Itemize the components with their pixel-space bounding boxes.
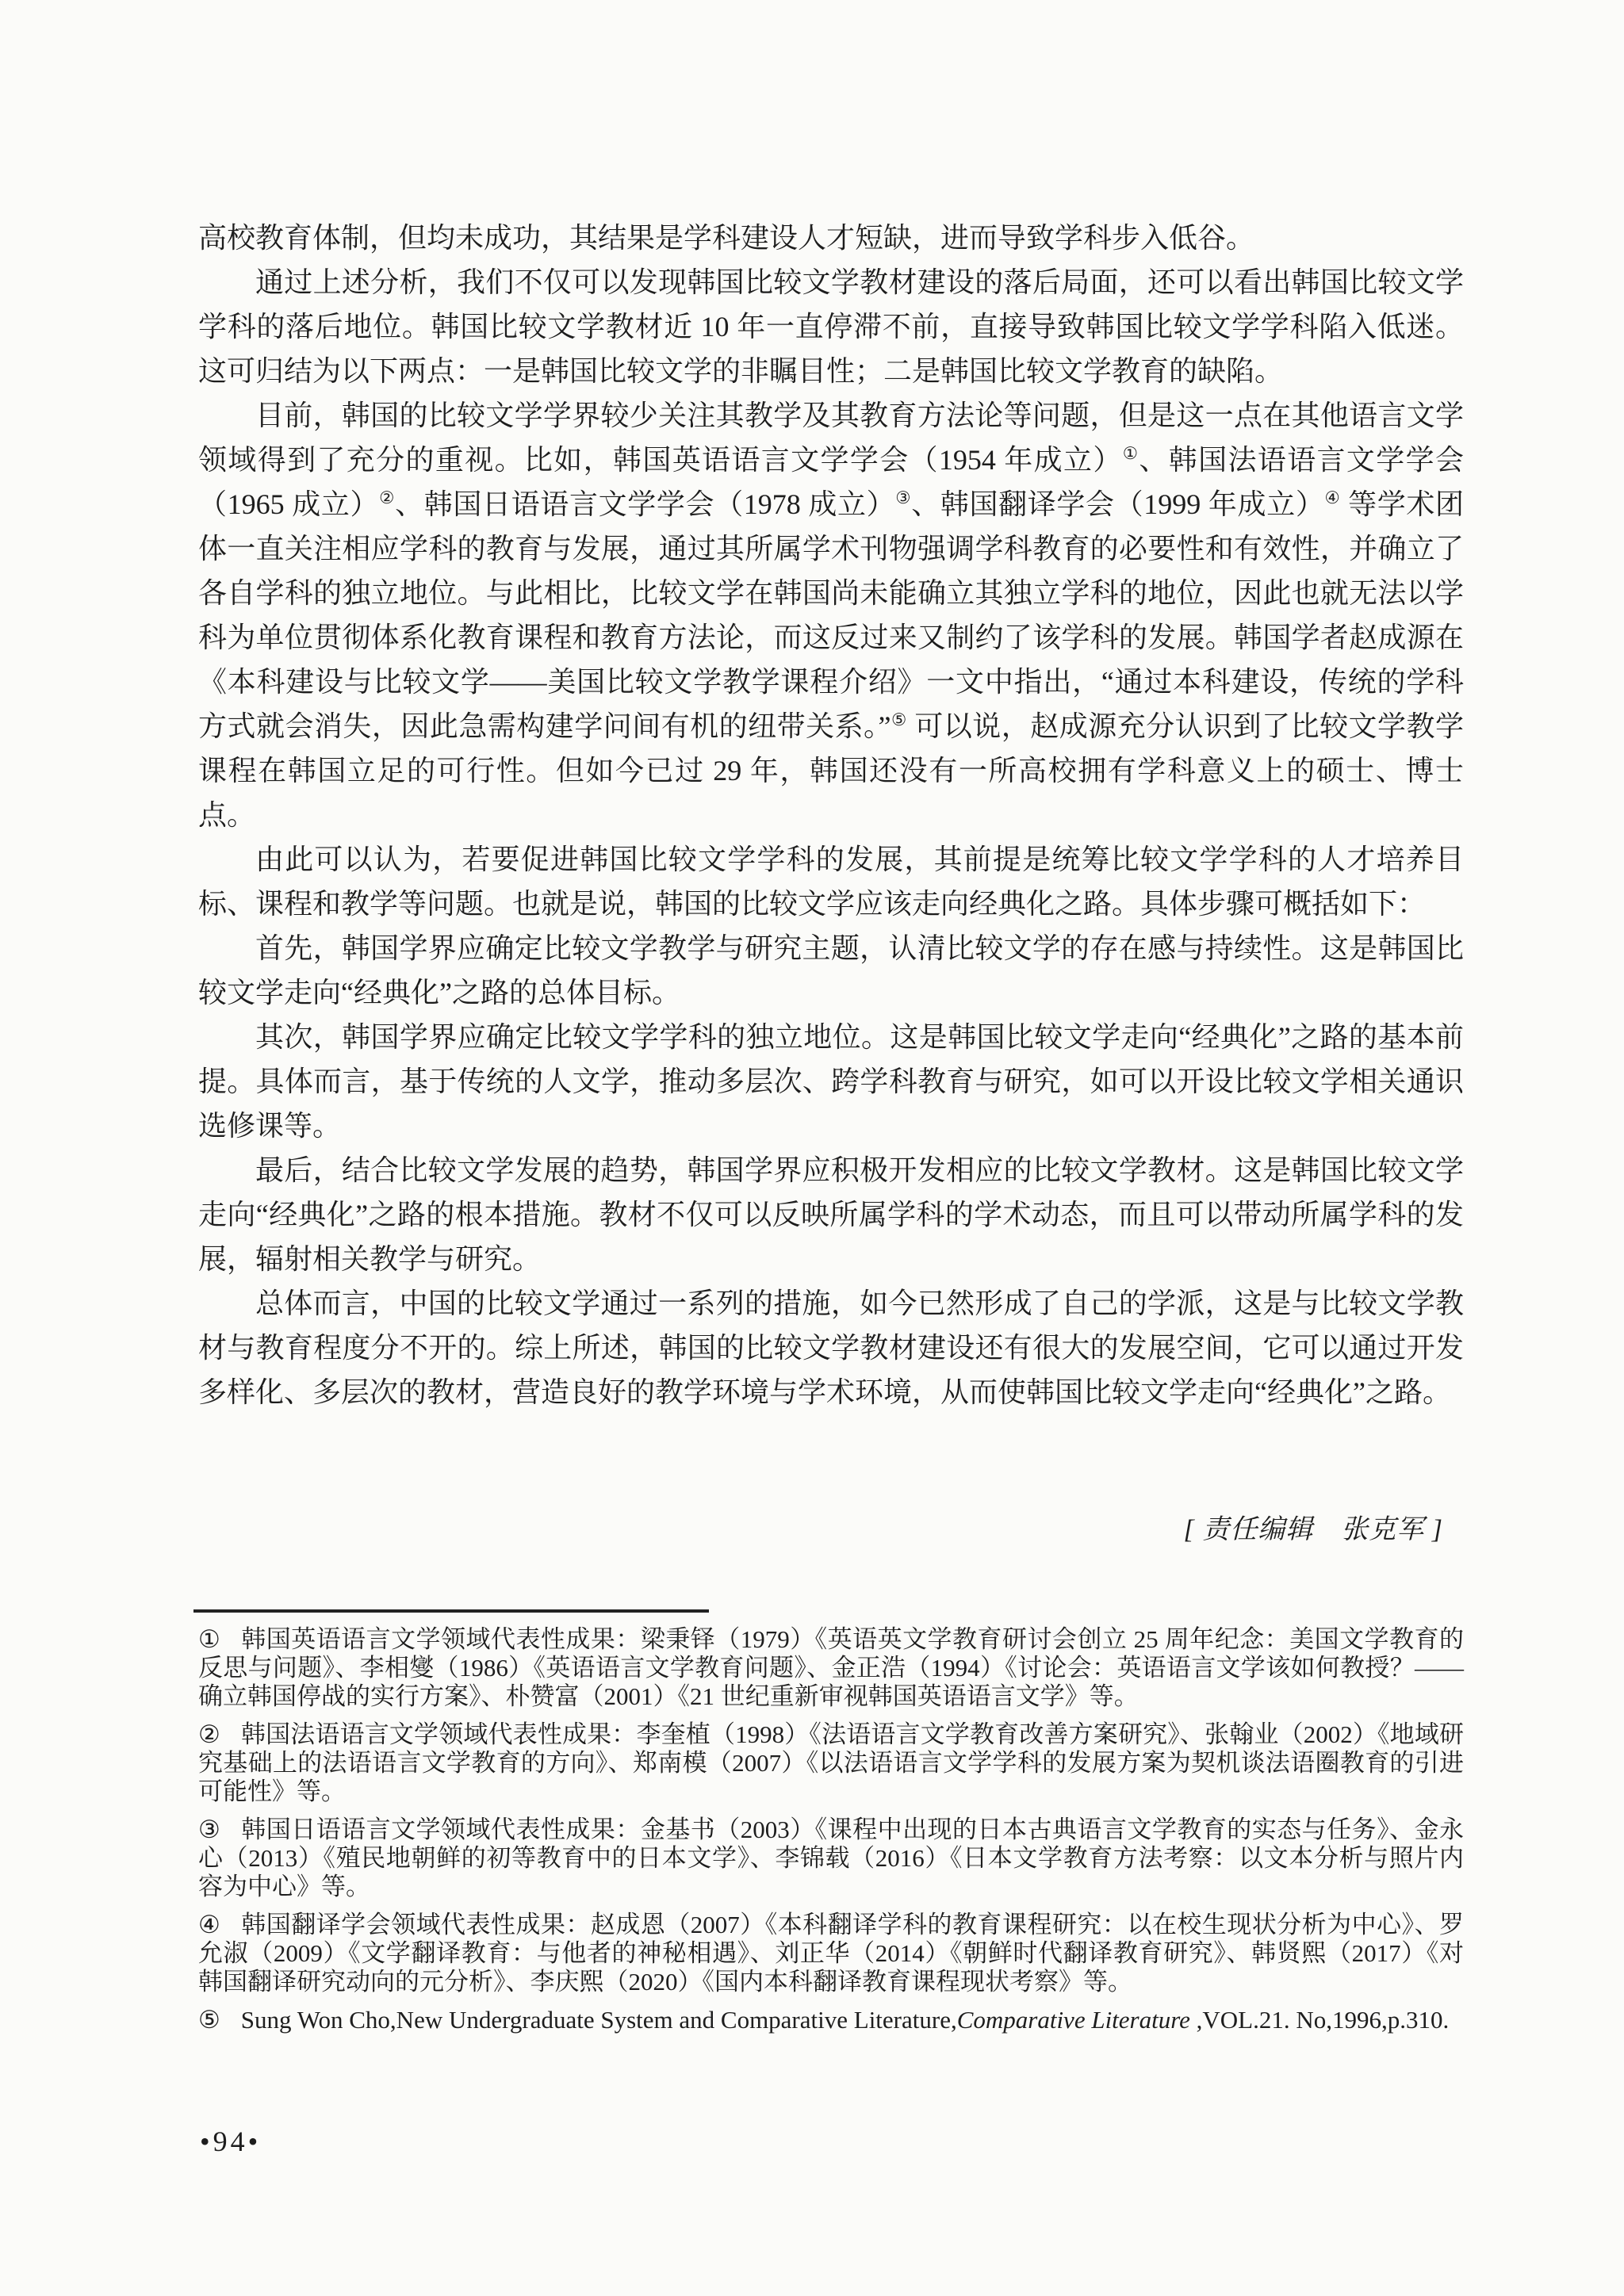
body-paragraph: 目前，韩国的比较文学学界较少关注其教学及其教育方法论等问题，但是这一点在其他语言文学领域得到了充分的重视。比如，韩国英语语言文学学会（1954 年成立）①、韩国法语语言文学学会（1965 成立）②、韩国日语语言文学学会（1978 成立）③、韩国翻译学会（1999 年成立）④ 等学术团体一直关注相应学科的教育与发展，通过其所属学术刊物强调学科教育的必要性和有效性，并确立了各自学科的独立地位。与此相比，比较文学在韩国尚未能确立其独立学科的地位，因此也就无法以学科为单位贯彻体系化教育课程和教育方法论，而这反过来又制约了该学科的发展。韩国学者赵成源在《本科建设与比较文学——美国比较文学教学课程介绍》一文中指出，“通过本科建设，传统的学科方式就会消失，因此急需构建学问间有机的纽带关系。”⑤ 可以说，赵成源充分认识到了比较文学教学课程在韩国立足的可行性。但如今已过 29 年，韩国还没有一所高校拥有学科意义上的硕士、博士点。: [198, 400, 1464, 831]
footnote-item: [198, 1720, 1464, 1806]
footnote-text: 韩国日语语言文学领域代表性成果：金基书（2003）《课程中出现的日本古典语言文学教育的实态与任务》、金永心（2013）《殖民地朝鲜的初等教育中的日本文学》、李锦载（2016）《日本文学教育方法考察：以文本分析与照片内容为中心》等。: [198, 1816, 1464, 1900]
body-paragraph: 通过上述分析，我们不仅可以发现韩国比较文学教材建设的落后局面，还可以看出韩国比较文学学科的落后地位。韩国比较文学教材近 10 年一直停滞不前，直接导致韩国比较文学学科陷入低迷。这可归结为以下两点：一是韩国比较文学的非瞩目性；二是韩国比较文学教育的缺陷。: [198, 266, 1464, 387]
footnote-marker: ⑤: [198, 2006, 220, 2034]
footnote-item: [198, 1911, 1464, 1996]
footnotes: [198, 1625, 1464, 2044]
footnote-text: 韩国翻译学会领域代表性成果：赵成恩（2007）《本科翻译学科的教育课程研究：以在校生现状分析为中心》、罗允淑（2009）《文学翻译教育：与他者的神秘相遇》、刘正华（2014）《朝鲜时代翻译教育研究》、韩贤熙（2017）《对韩国翻译研究动向的元分析》、李庆熙（2020）《国内本科翻译教育课程现状考察》等。: [198, 1911, 1464, 1996]
footnote-text: 韩国英语语言文学领域代表性成果：梁秉铎（1979）《英语英文学教育研讨会创立 25 周年纪念：美国文学教育的反思与问题》、李相燮（1986）《英语语言文学教育问题》、金正浩（1994）《讨论会：英语语言文学该如何教授？——确立韩国停战的实行方案》、朴赞富（2001）《21 世纪重新审视韩国英语语言文学》等。: [198, 1625, 1464, 1710]
footnote-item: [198, 1625, 1464, 1711]
footnote-separator: [193, 1609, 709, 1613]
page-number: •94•: [200, 2126, 262, 2157]
footnote-marker: ①: [198, 1625, 220, 1653]
body-paragraph: 其次，韩国学界应确定比较文学学科的独立地位。这是韩国比较文学走向“经典化”之路的基本前提。具体而言，基于传统的人文学，推动多层次、跨学科教育与研究，如可以开设比较文学相关通识选修课等。: [198, 1021, 1464, 1142]
body-text: [198, 216, 1464, 1414]
footnote-marker: ②: [198, 1720, 220, 1748]
footnote-item: [198, 2006, 1464, 2034]
body-paragraph: 最后，结合比较文学发展的趋势，韩国学界应积极开发相应的比较文学教材。这是韩国比较文学走向“经典化”之路的根本措施。教材不仅可以反映所属学科的学术动态，而且可以带动所属学科的发展，辐射相关教学与研究。: [198, 1154, 1464, 1275]
footnote-item: [198, 1816, 1464, 1901]
body-paragraph: 高校教育体制，但均未成功，其结果是学科建设人才短缺，进而导致学科步入低谷。: [198, 222, 1255, 254]
editor-credit: [ 责任编辑 张克军 ]: [1183, 1515, 1443, 1544]
footnote-marker: ④: [198, 1911, 220, 1938]
footnote-text: Sung Won Cho,New Undergraduate System and Comparative Literature,Comparative Literature ,VOL.21. No,1996,p.310.: [240, 2006, 1450, 2034]
footnote-text: 韩国法语语言文学领域代表性成果：李奎植（1998）《法语语言文学教育改善方案研究》、张翰业（2002）《地域研究基础上的法语语言文学教育的方向》、郑南模（2007）《以法语语言文学学科的发展方案为契机谈法语圈教育的引进可能性》等。: [198, 1720, 1464, 1805]
body-paragraph: 首先，韩国学界应确定比较文学教学与研究主题，认清比较文学的存在感与持续性。这是韩国比较文学走向“经典化”之路的总体目标。: [198, 932, 1464, 1008]
footnote-marker: ③: [198, 1816, 220, 1843]
body-paragraph: 总体而言，中国的比较文学通过一系列的措施，如今已然形成了自己的学派，这是与比较文学教材与教育程度分不开的。综上所述，韩国的比较文学教材建设还有很大的发展空间，它可以通过开发多样化、多层次的教材，营造良好的教学环境与学术环境，从而使韩国比较文学走向“经典化”之路。: [198, 1288, 1464, 1408]
body-paragraph: 由此可以认为，若要促进韩国比较文学学科的发展，其前提是统筹比较文学学科的人才培养目标、课程和教学等问题。也就是说，韩国的比较文学应该走向经典化之路。具体步骤可概括如下：: [198, 844, 1464, 920]
